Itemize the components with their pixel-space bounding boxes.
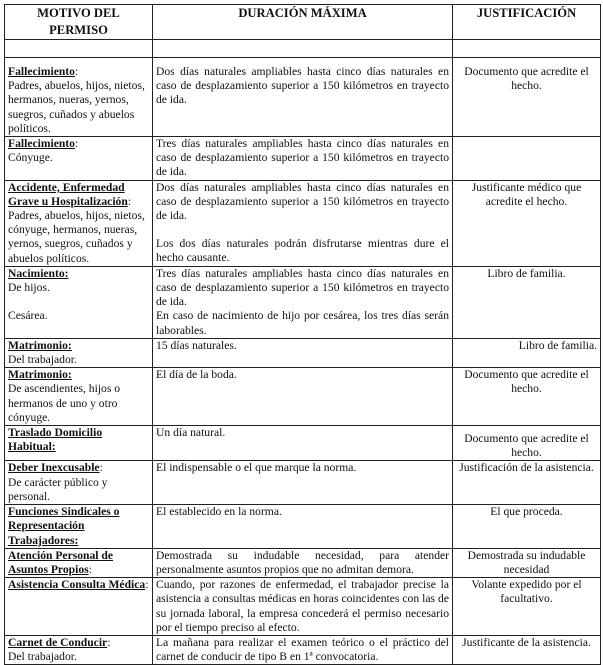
justificacion-cell: Demostrada su indudable necesidad	[453, 548, 601, 577]
motivo-title: Fallecimiento:	[8, 137, 79, 151]
motivo-title: Traslado Domicilio Habitual:	[8, 426, 103, 454]
motivo-title: Deber Inexcusable:	[8, 461, 103, 475]
duracion-cell	[153, 180, 453, 266]
motivo-detail: Del trabajador.	[8, 650, 77, 664]
duracion-cell: Dos días naturales ampliables hasta cinco días naturales en caso de desplazamiento superior a 150 kilómetros en trayecto de ida.	[153, 58, 453, 137]
justificacion-cell: El que proceda.	[453, 505, 601, 549]
motivo-detail: De hijos.	[8, 281, 50, 295]
table-row	[5, 548, 601, 577]
table-row	[5, 578, 601, 636]
motivo-cell	[5, 137, 153, 181]
justificacion-cell: Justificación de la asistencia.	[453, 461, 601, 505]
motivo-title: Matrimonio:	[8, 368, 72, 382]
motivo-title: Accidente, Enfermedad Grave u Hospitalización:	[8, 180, 132, 208]
table-row	[5, 137, 601, 181]
duracion-cell: La mañana para realizar el examen teórico o el práctico del carnet de conducir de tipo B en 1ª convocatoria.	[153, 635, 453, 664]
motivo-detail: Padres, abuelos, hijos, nietos, hermanos, nueras, yernos, suegros, cuñados y abuelos políticos.	[8, 79, 145, 135]
justificacion-cell: Volante expedido por el facultativo.	[453, 578, 601, 636]
motivo-title: Fallecimiento:	[8, 65, 79, 78]
duracion-cell: Cuando, por razones de enfermedad, el trabajador precise la asistencia a consultas médicas en horas coincidentes con las de su jornada laboral, la empresa concederá el permiso necesario por el tiempo preciso al efecto.	[153, 578, 453, 636]
duracion-cell: El día de la boda.	[153, 368, 453, 426]
empty-cell	[153, 40, 453, 58]
empty-cell	[453, 40, 601, 58]
motivo-cell	[5, 548, 153, 577]
empty-cell	[5, 40, 153, 58]
duracion-cell: 15 días naturales.	[153, 338, 453, 367]
table-row	[5, 180, 601, 266]
justificacion-cell: Documento que acredite el hecho.	[453, 426, 601, 461]
duracion-cell: Demostrada su indudable necesidad, para atender personalmente asuntos propios que no admitan demora.	[153, 548, 453, 577]
table-row	[5, 338, 601, 367]
duracion-text: Tres días naturales ampliables hasta cinco días naturales en caso de desplazamiento superior a 150 kilómetros en trayecto de ida.	[156, 266, 449, 309]
spacer	[8, 295, 149, 309]
motivo-cell	[5, 368, 153, 426]
motivo-detail: Cónyuge.	[8, 151, 53, 165]
duracion-cell: El indispensable o el que marque la norma.	[153, 461, 453, 505]
motivo-cell	[5, 426, 153, 461]
duracion-text: Dos días naturales ampliables hasta cinco días naturales en caso de desplazamiento superior a 150 kilómetros en trayecto de ida.	[156, 180, 449, 223]
motivo-cell	[5, 505, 153, 549]
motivo-title: Carnet de Conducir:	[8, 635, 111, 649]
justificacion-cell: Documento que acredite el hecho.	[453, 58, 601, 137]
duracion-cell: Un día natural.	[153, 426, 453, 461]
justificacion-cell: Justificante médico que acredite el hecho.	[453, 180, 601, 266]
permits-table	[4, 4, 601, 665]
motivo-cell	[5, 58, 153, 137]
motivo-title: Atención Personal de Asuntos Propios:	[8, 548, 113, 576]
motivo-detail: De ascendientes, hijos o hermanos de uno y otro cónyuge.	[8, 382, 121, 424]
header-motivo: MOTIVO DEL PERMISO	[5, 5, 153, 40]
motivo-cell	[5, 180, 153, 266]
duracion-note: Los dos días naturales podrán disfrutarse mientras dure el hecho causante.	[156, 237, 449, 265]
spacer-row	[5, 40, 601, 58]
table-row	[5, 58, 601, 137]
header-row	[5, 5, 601, 40]
motivo-title: Funciones Sindicales o Representación Trabajadores:	[8, 505, 120, 547]
motivo-title: Matrimonio:	[8, 338, 72, 352]
table-row	[5, 266, 601, 338]
justificacion-cell: Justificante de la asistencia.	[453, 635, 601, 664]
motivo-cell	[5, 338, 153, 367]
table-row	[5, 505, 601, 549]
justificacion-cell: Libro de familia.	[453, 266, 601, 338]
table-row	[5, 426, 601, 461]
spacer	[156, 223, 449, 237]
justificacion-cell: Libro de familia.	[453, 338, 601, 367]
justificacion-cell	[453, 137, 601, 181]
duracion-cell: Tres días naturales ampliables hasta cinco días naturales en caso de desplazamiento superior a 150 kilómetros en trayecto de ida.	[153, 137, 453, 181]
motivo-title: Nacimiento:	[8, 266, 69, 280]
duracion-cell: El establecido en la norma.	[153, 505, 453, 549]
motivo-detail-extra: Cesárea.	[8, 309, 48, 323]
table-row	[5, 368, 601, 426]
motivo-cell	[5, 578, 153, 636]
duracion-note: En caso de nacimiento de hijo por cesárea, los tres días serán laborables.	[156, 309, 449, 337]
motivo-detail: De carácter público y personal.	[8, 475, 108, 503]
motivo-cell	[5, 461, 153, 505]
header-justificacion: JUSTIFICACIÓN	[453, 5, 601, 40]
motivo-cell	[5, 266, 153, 338]
table-row	[5, 461, 601, 505]
motivo-detail: Del trabajador.	[8, 353, 77, 367]
motivo-title: Asistencia Consulta Médica:	[8, 578, 149, 592]
duracion-cell	[153, 266, 453, 338]
motivo-cell	[5, 635, 153, 664]
table-row	[5, 635, 601, 664]
justificacion-cell: Documento que acredite el hecho.	[453, 368, 601, 426]
motivo-detail: Padres, abuelos, hijos, nietos, cónyuge, hermanos, nueras, yernos, suegros, cuñados y abuelos políticos.	[8, 209, 145, 265]
header-duracion: DURACIÓN MÁXIMA	[153, 5, 453, 40]
